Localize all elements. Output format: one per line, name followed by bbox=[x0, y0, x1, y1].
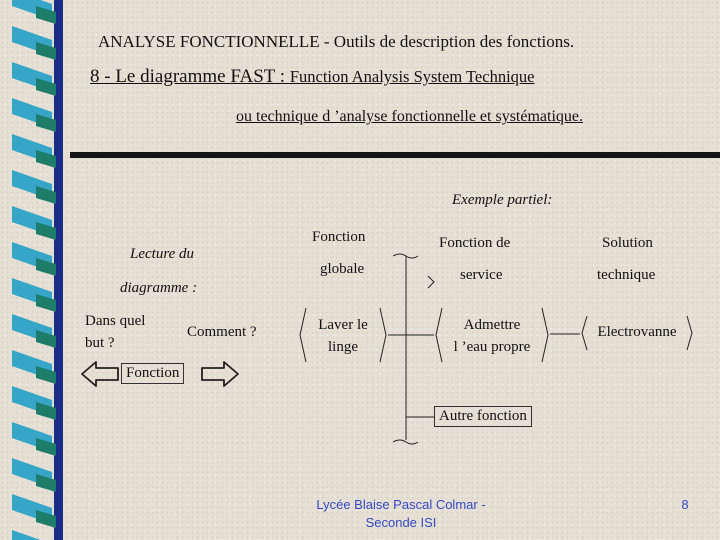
footer-school-line1: Lycée Blaise Pascal Colmar - bbox=[316, 497, 486, 512]
ribbon-segment-blue bbox=[12, 530, 52, 540]
service-function-line2: l ’eau propre bbox=[453, 339, 531, 355]
column-header-solution-line2: technique bbox=[597, 267, 656, 283]
column-header-global-line2: globale bbox=[320, 261, 365, 277]
footer-school-line2: Seconde ISI bbox=[365, 515, 437, 530]
decorative-ribbon bbox=[0, 0, 80, 540]
global-function-line2: linge bbox=[328, 339, 358, 355]
function-label-box: Fonction bbox=[121, 363, 184, 384]
other-function-box: Autre fonction bbox=[434, 406, 532, 427]
solution-node bbox=[580, 314, 694, 352]
page-title: ANALYSE FONCTIONNELLE - Outils de description des fonctions. bbox=[98, 32, 575, 51]
reading-label-line2: diagramme : bbox=[120, 280, 198, 296]
left-arrow-icon bbox=[80, 360, 120, 388]
how-label: Comment ? bbox=[187, 324, 257, 340]
right-arrow-icon bbox=[200, 360, 240, 388]
service-header-marker bbox=[428, 276, 434, 288]
reading-label-line1: Lecture du bbox=[130, 246, 195, 262]
section-heading-main: 8 - Le diagramme FAST : bbox=[90, 66, 290, 87]
column-header-service-line1: Fonction de bbox=[439, 235, 511, 251]
service-function-line1: Admettre bbox=[463, 317, 521, 333]
column-header-global-line1: Fonction bbox=[312, 229, 366, 245]
page-number: 8 bbox=[681, 497, 689, 512]
column-header-service-line2: service bbox=[460, 267, 503, 283]
example-caption: Exemple partiel: bbox=[452, 192, 553, 208]
trunk-break-bottom bbox=[393, 440, 418, 444]
fast-connectors bbox=[388, 250, 588, 460]
solution-label: Electrovanne bbox=[597, 324, 677, 340]
section-heading bbox=[90, 66, 534, 88]
global-function-node bbox=[298, 306, 388, 364]
header-separator bbox=[70, 152, 720, 158]
global-function-line1: Laver le bbox=[318, 317, 368, 333]
link-service-to-solution bbox=[550, 330, 582, 338]
footer-school bbox=[296, 496, 506, 532]
why-label-line2: but ? bbox=[85, 335, 115, 351]
section-heading-expansion: Function Analysis System Technique bbox=[289, 67, 535, 86]
section-heading-subtitle: ou technique d ’analyse fonctionnelle et systématique. bbox=[236, 108, 583, 125]
column-header-solution-line1: Solution bbox=[602, 235, 653, 251]
why-label-line1: Dans quel bbox=[85, 313, 146, 329]
